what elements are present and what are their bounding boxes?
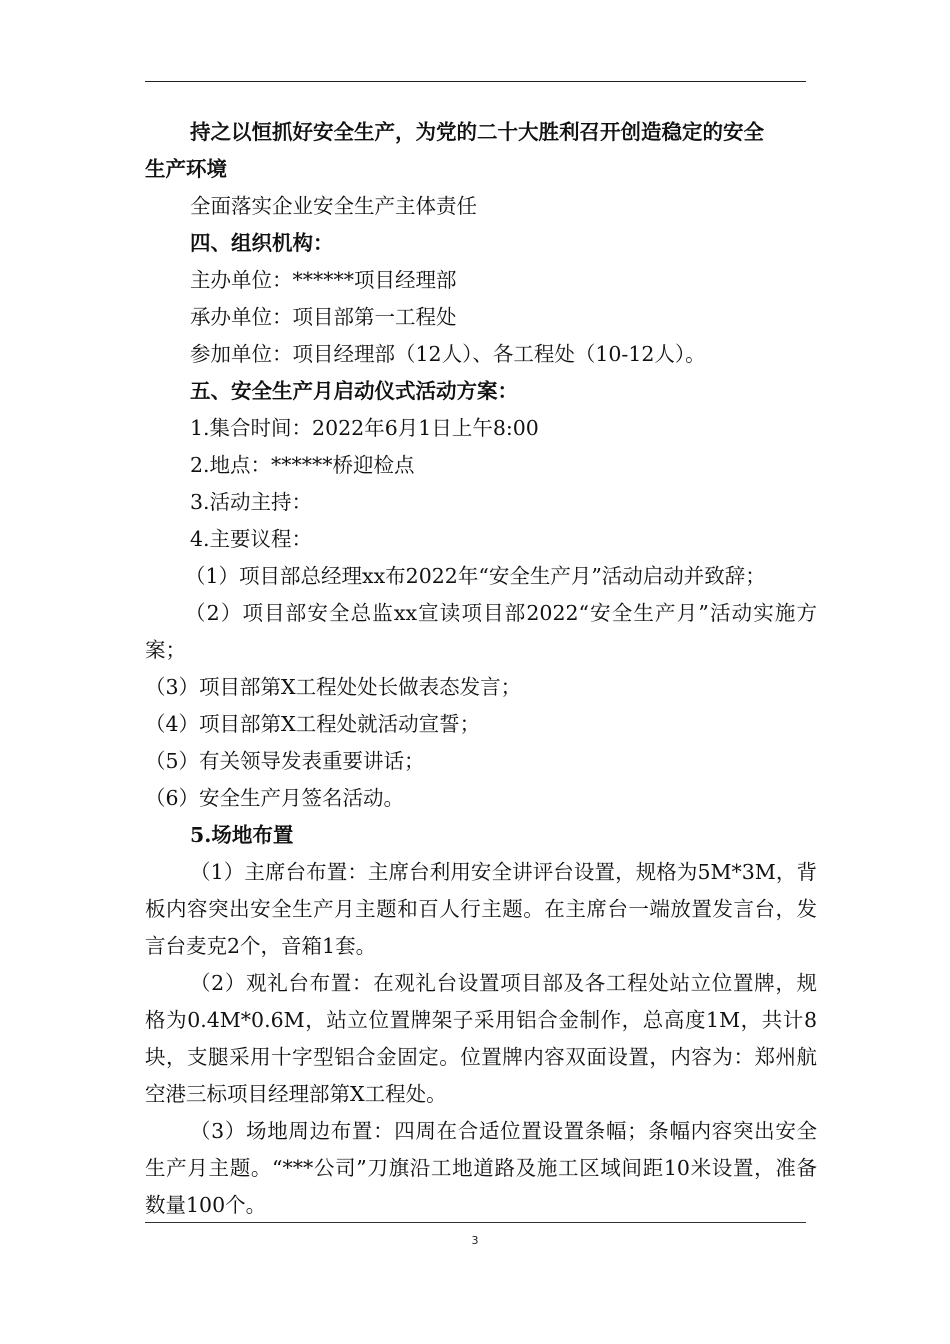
venue-paragraph: （1）主席台布置：主席台利用安全讲评台设置，规格为5M*3M，背板内容突出安全生产月主题和百人行主题。在主席台一端放置发言台，发言台麦克2个，音箱1套。 (145, 860, 817, 958)
participant-units: 参加单位：项目经理部（12人）、各工程处（10-12人）。 (190, 342, 706, 366)
venue-paragraph: （2）观礼台布置：在观礼台设置项目部及各工程处站立位置牌，规格为0.4M*0.6M，站立位置牌架子采用铝合金制作，总高度1M，共计8块，支腿采用十字型铝合金固定。位置牌内容双面设置，内容为：郑州航空港三标项目经理部第X工程处。 (145, 971, 817, 1106)
document-body (145, 114, 817, 1224)
location: 2.地点：******桥迎检点 (190, 453, 415, 477)
organizer-unit: 承办单位：项目部第一工程处 (190, 305, 457, 329)
page-number: 3 (471, 1234, 479, 1247)
agenda-item: （2）项目部安全总监xx宣读项目部2022“安全生产月”活动实施方案； (145, 601, 817, 662)
agenda-item: （4）项目部第X工程处就活动宣誓； (145, 712, 481, 736)
heading-line-1: 持之以恒抓好安全生产，为党的二十大胜利召开创造稳定的安全 (190, 120, 764, 144)
header-rule (145, 81, 806, 82)
agenda-item: （1）项目部总经理xx布2022年“安全生产月”活动启动并致辞； (185, 564, 766, 588)
section-5-title: 五、安全生产月启动仪式活动方案： (190, 379, 518, 403)
section-4-title: 四、组织机构： (190, 231, 334, 255)
venue-title: 5.场地布置 (190, 823, 294, 847)
heading-line-2: 生产环境 (145, 157, 227, 181)
agenda-title: 4.主要议程： (190, 527, 313, 551)
venue-paragraph: （3）场地周边布置：四周在合适位置设置条幅；条幅内容突出安全生产月主题。“***公司”刀旗沿工地道路及施工区域间距10米设置，准备数量100个。 (145, 1119, 817, 1217)
event-host: 3.活动主持： (190, 490, 313, 514)
gather-time: 1.集合时间：2022年6月1日上午8:00 (190, 416, 539, 440)
host-unit: 主办单位：******项目经理部 (190, 268, 457, 292)
agenda-item: （5）有关领导发表重要讲话； (145, 749, 425, 773)
subtitle: 全面落实企业安全生产主体责任 (190, 194, 477, 218)
footer-rule (145, 1222, 806, 1223)
agenda-item: （6）安全生产月签名活动。 (145, 786, 405, 810)
agenda-item: （3）项目部第X工程处处长做表态发言； (145, 675, 522, 699)
